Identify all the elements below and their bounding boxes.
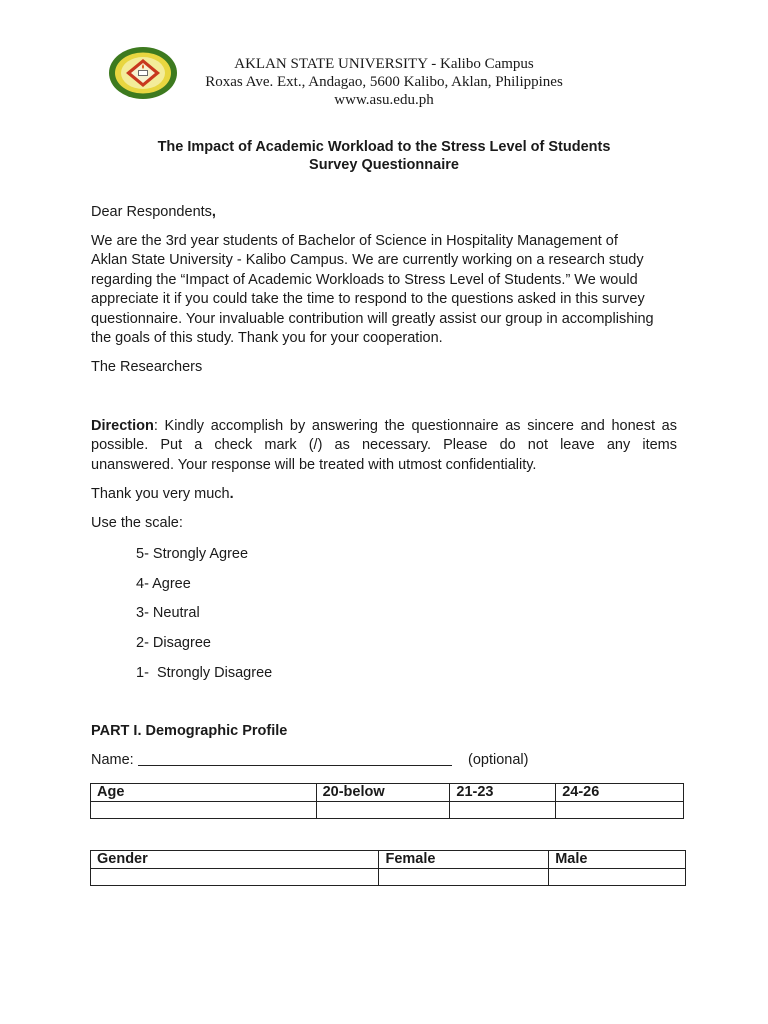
institution-address: Roxas Ave. Ext., Andagao, 5600 Kalibo, Aklan, Philippines — [205, 74, 563, 90]
age-header-20-below: 20-below — [316, 784, 450, 802]
age-checkbox-20-below[interactable] — [316, 802, 450, 819]
letter-line: We are the 3rd year students of Bachelor of Science in Hospitality Management of — [91, 233, 618, 249]
age-header-21-23: 21-23 — [450, 784, 556, 802]
thanks-punct: . — [229, 486, 234, 502]
scale-intro: Use the scale: — [91, 515, 183, 531]
direction-text: : Kindly accomplish by answering the questionnaire as sincere and honest as — [153, 418, 677, 434]
signature: The Researchers — [91, 359, 203, 375]
letter-line: the goals of this study. Thank you for your cooperation. — [91, 330, 443, 347]
age-table-header — [91, 784, 684, 802]
age-cell-blank — [91, 802, 317, 819]
age-table-row — [91, 802, 684, 819]
document-title — [0, 138, 768, 174]
title-line-1: The Impact of Academic Workload to the Stress Level of Students — [157, 139, 611, 155]
salutation — [91, 203, 677, 222]
age-header-label: Age — [91, 784, 317, 802]
letter-line: questionnaire. Your invaluable contribution will greatly assist our group in accomplishing — [91, 310, 654, 327]
part1-heading: PART I. Demographic Profile — [91, 723, 288, 739]
institution-name: AKLAN STATE UNIVERSITY - Kalibo Campus — [234, 56, 534, 72]
gender-checkbox-male[interactable] — [549, 869, 686, 886]
direction-label: Direction — [91, 418, 154, 434]
scale-item-1: 1- Strongly Disagree — [136, 665, 273, 681]
scale-item-4: 4- Agree — [136, 576, 191, 592]
salutation-punct: , — [211, 204, 216, 220]
name-optional-note: (optional) — [468, 752, 529, 768]
gender-header-label: Gender — [91, 851, 379, 869]
direction-line: unanswered. Your response will be treated with utmost confidentiality. — [91, 456, 537, 473]
letter-line: regarding the “Impact of Academic Workloads to Stress Level of Students.” We would — [91, 271, 638, 288]
thanks-line — [91, 485, 677, 504]
gender-table — [90, 850, 686, 886]
gender-checkbox-female[interactable] — [379, 869, 549, 886]
age-header-24-26: 24-26 — [556, 784, 684, 802]
title-line-2: Survey Questionnaire — [309, 157, 459, 173]
thanks-text: Thank you very much — [91, 486, 230, 502]
direction-line: possible. Put a check mark (/) as necessary. Please do not leave any items — [91, 437, 677, 454]
direction-paragraph — [91, 417, 677, 475]
gender-header-female: Female — [379, 851, 549, 869]
letter-body — [91, 232, 677, 348]
age-table — [90, 783, 684, 819]
institution-header — [0, 55, 768, 109]
institution-website: www.asu.edu.ph — [334, 92, 434, 108]
gender-header-male: Male — [549, 851, 686, 869]
age-checkbox-24-26[interactable] — [556, 802, 684, 819]
scale-item-3: 3- Neutral — [136, 605, 200, 621]
letter-line: Aklan State University - Kalibo Campus. We are currently working on a research study — [91, 252, 644, 269]
age-checkbox-21-23[interactable] — [450, 802, 556, 819]
gender-table-row — [91, 869, 686, 886]
gender-cell-blank — [91, 869, 379, 886]
name-label: Name: — [91, 752, 134, 768]
salutation-text: Dear Respondents — [91, 204, 212, 220]
letter-line: appreciate it if you could take the time to respond to the questions asked in this survey — [91, 291, 645, 308]
name-input[interactable] — [138, 765, 452, 766]
gender-table-header — [91, 851, 686, 869]
scale-item-2: 2- Disagree — [136, 635, 211, 651]
scale-item-5: 5- Strongly Agree — [136, 546, 249, 562]
direction-line — [91, 417, 677, 436]
